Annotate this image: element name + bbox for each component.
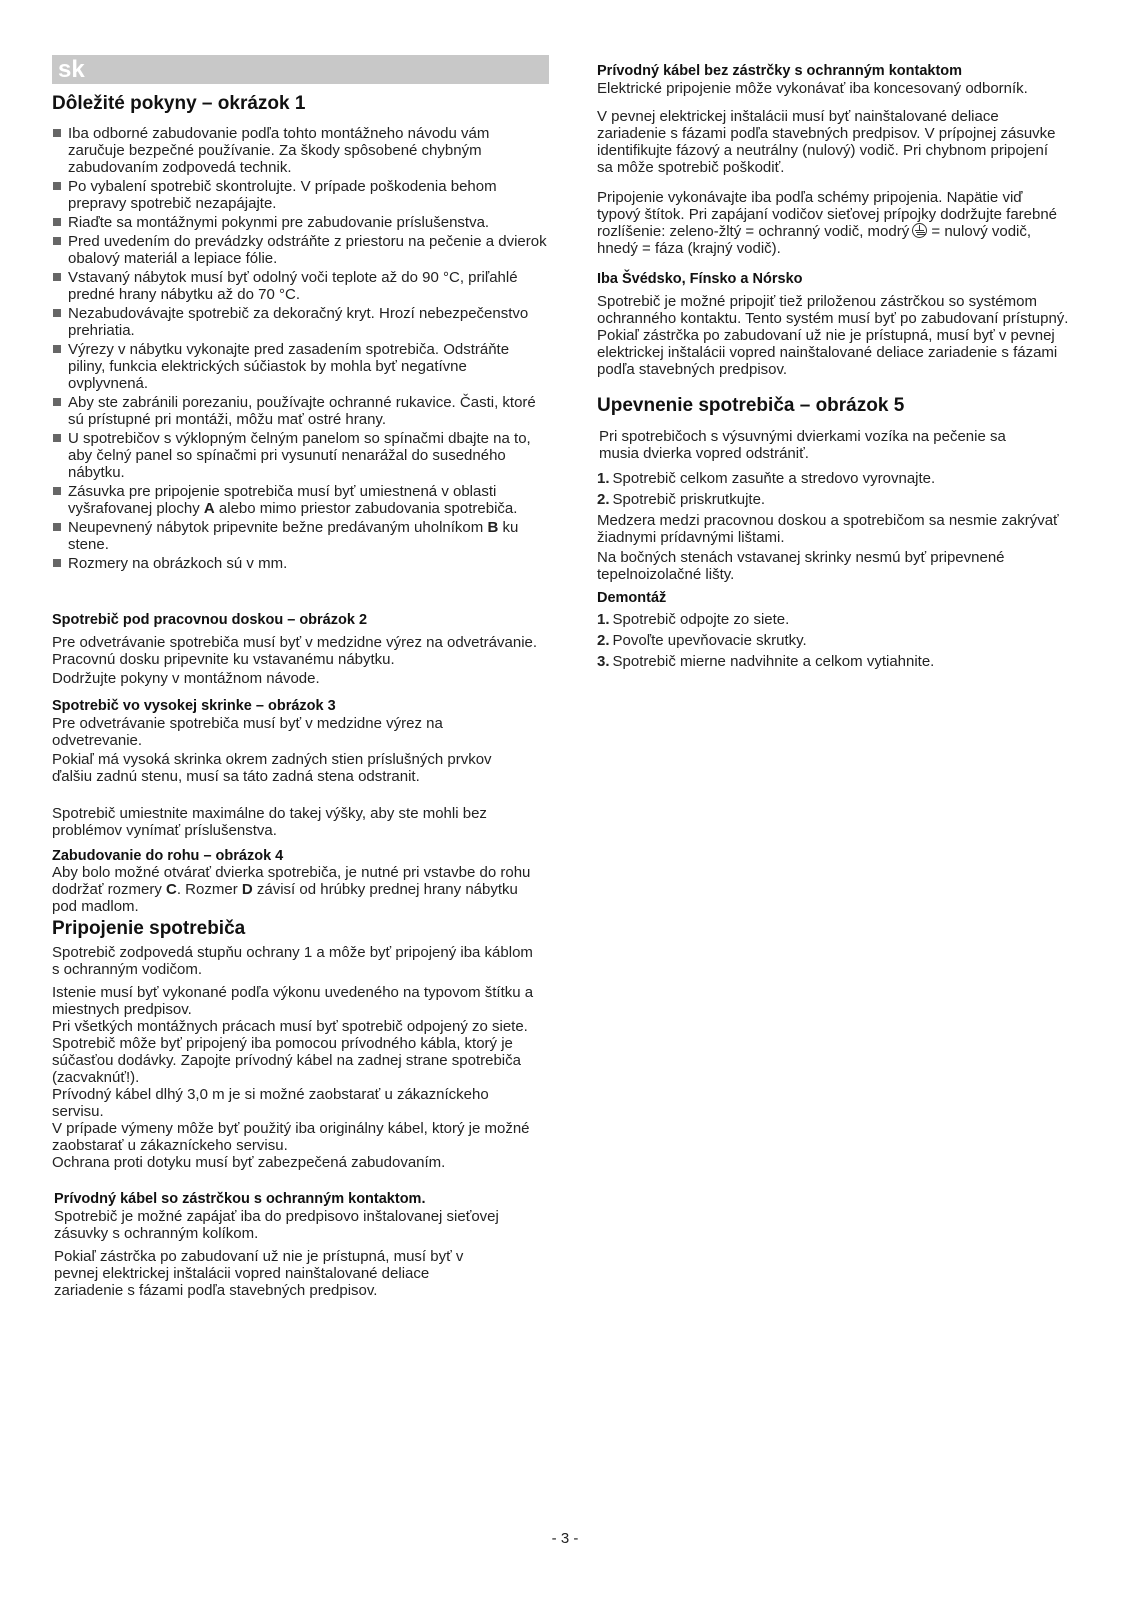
paragraph: Pre odvetrávanie spotrebiča musí byť v medzidne výrez na odvetrevanie.	[52, 715, 443, 749]
list-item: U spotrebičov s výklopným čelným panelom so spínačmi dbajte na to, aby čelný panel so spínačmi pri vysunutí nenarážal do susedného nábytku.	[52, 430, 548, 481]
subsection-title-nordic: Iba Švédsko, Fínsko a Nórsko	[597, 271, 803, 287]
paragraph: Pokiaľ zástrčka po zabudovaní už nie je prístupná, musí byť v pevnej elektrickej inštalácii vopred nainštalované deliace zariadenie s fázami podľa stavebných predpisov.	[54, 1248, 464, 1299]
important-notes-list	[52, 125, 548, 574]
paragraph: Ochrana proti dotyku musí byť zabezpečená zabudovaním.	[52, 1154, 446, 1171]
subsection-title-cable-no-plug: Prívodný kábel bez zástrčky s ochranným kontaktom	[597, 63, 963, 79]
square-bullet-icon	[53, 182, 61, 190]
paragraph: Na bočných stenách vstavanej skrinky nesmú byť pripevnené tepelnoizolačné lišty.	[597, 549, 1005, 583]
square-bullet-icon	[53, 559, 61, 567]
section-title-fixing: Upevnenie spotrebiča – obrázok 5	[597, 395, 905, 416]
subsection-title-plug-cable: Prívodný kábel so zástrčkou s ochranným kontaktom.	[54, 1191, 426, 1207]
paragraph: Spotrebič zodpovedá stupňu ochrany 1 a môže byť pripojený iba káblom s ochranným vodičom.	[52, 944, 533, 978]
square-bullet-icon	[53, 345, 61, 353]
list-item: 2. Spotrebič priskrutkujte.	[597, 491, 766, 508]
paragraph: Medzera medzi pracovnou doskou a spotrebičom sa nesmie zakrývať žiadnymi prídavnými lištami.	[597, 512, 1059, 546]
fixing-steps-list	[597, 470, 1087, 512]
list-item: 2. Povoľte upevňovacie skrutky.	[597, 632, 807, 649]
list-item: Nezabudovávajte spotrebič za dekoračný kryt. Hrozí nebezpečenstvo prehriatia.	[52, 305, 548, 339]
paragraph: Spotrebič je možné pripojiť tiež priloženou zástrčkou so systémom ochranného kontaktu. Tento systém musí byť po zabudovaní prístupný. Pokiaľ zástrčka po zabudovaní už nie je prístupná, musí byť v pevnej elektrickej inštalácii vopred nainštalované deliace zariadenie s fázami podľa stavebných predpisov.	[597, 293, 1069, 378]
list-item: 1. Spotrebič odpojte zo siete.	[597, 611, 790, 628]
list-item: Riaďte sa montážnymi pokynmi pre zabudovanie príslušenstva.	[52, 214, 548, 231]
list-item: 1. Spotrebič celkom zasuňte a stredovo vyrovnajte.	[597, 470, 936, 487]
paragraph: Spotrebič umiestnite maximálne do takej výšky, aby ste mohli bez problémov vynímať príslušenstva.	[52, 805, 487, 839]
paragraph: Pri všetkých montážnych prácach musí byť spotrebič odpojený zo siete.	[52, 1018, 528, 1035]
language-code: sk	[58, 56, 85, 83]
square-bullet-icon	[53, 218, 61, 226]
square-bullet-icon	[53, 129, 61, 137]
list-item: Po vybalení spotrebič skontrolujte. V prípade poškodenia behom prepravy spotrebič nezapájajte.	[52, 178, 548, 212]
paragraph: Elektrické pripojenie môže vykonávať iba koncesovaný odborník.	[597, 80, 1028, 97]
paragraph: Spotrebič je možné zapájať iba do predpisovo inštalovanej sieťovej zásuvky s ochranným kolíkom.	[54, 1208, 499, 1242]
page-number: - 3 -	[551, 1530, 579, 1547]
list-item: Iba odborné zabudovanie podľa tohto montážneho návodu vám zaručuje bezpečné používanie. Za škody spôsobené chybným zabudovaním zodpovedá technik.	[52, 125, 548, 176]
section-title-important-notes: Dôležité pokyny – okrázok 1	[52, 93, 306, 114]
subsection-title-corner: Zabudovanie do rohu – obrázok 4	[52, 848, 284, 864]
connection-paragraphs	[52, 944, 542, 1171]
paragraph: Pri spotrebičoch s výsuvnými dvierkami vozíka na pečenie sa musia dvierka vopred odstrániť.	[599, 428, 1006, 462]
subsection-title-removal: Demontáž	[597, 590, 667, 606]
list-item: Neupevnený nábytok pripevnite bežne predávaným uholníkom B ku stene.	[52, 519, 548, 553]
list-item: Výrezy v nábytku vykonajte pred zasadením spotrebiča. Odstráňte piliny, funkcia elektrických súčiastok by mohla byť negatívne ovplyvnená.	[52, 341, 548, 392]
list-item: Zásuvka pre pripojenie spotrebiča musí byť umiestnená v oblasti vyšrafovanej plochy A alebo mimo priestor zabudovania spotrebiča.	[52, 483, 548, 517]
language-header-bar	[52, 55, 549, 84]
removal-steps-list	[597, 611, 1087, 674]
square-bullet-icon	[53, 434, 61, 442]
paragraph: Pokiaľ má vysoká skrinka okrem zadných stien príslušných prvkov ďalšiu zadnú stenu, musí sa táto zadná stena odstranit.	[52, 751, 492, 785]
square-bullet-icon	[53, 398, 61, 406]
subsection-title-tall-cabinet: Spotrebič vo vysokej skrinke – obrázok 3	[52, 698, 336, 714]
paragraph: Istenie musí byť vykonané podľa výkonu uvedeného na typovom štítku a miestnych predpisov.	[52, 984, 534, 1018]
protective-earth-icon	[912, 223, 927, 238]
paragraph: V pevnej elektrickej inštalácii musí byť nainštalované deliace zariadenie s fázami podľa stavebných predpisov. V prípojnej zásuvke identifikujte fázový a neutrálny (nulový) vodič. Pri chybnom pripojení sa môže spotrebič poškodiť.	[597, 108, 1056, 176]
paragraph: Aby bolo možné otvárať dvierka spotrebiča, je nutné pri vstavbe do rohu dodržať rozmery C. Rozmer D závisí od hrúbky prednej hrany nábytku pod madlom.	[52, 864, 531, 915]
paragraph: V prípade výmeny môže byť použitý iba originálny kábel, ktorý je možné zaobstarať u zákazníckeho servisu.	[52, 1120, 530, 1154]
list-item: 3. Spotrebič mierne nadvihnite a celkom vytiahnite.	[597, 653, 935, 670]
square-bullet-icon	[53, 237, 61, 245]
square-bullet-icon	[53, 523, 61, 531]
paragraph: Dodržujte pokyny v montážnom návode.	[52, 670, 320, 687]
list-item: Vstavaný nábytok musí byť odolný voči teplote až do 90 °C, priľahlé predné hrany nábytku až do 70 °C.	[52, 269, 548, 303]
paragraph: Pripojenie vykonávajte iba podľa schémy pripojenia. Napätie viď typový štítok. Pri zapájaní vodičov sieťovej prípojky dodržujte farebné rozlíšenie: zeleno-žltý = ochranný vodič, modrý = nulový vodič, hnedý = fáza (krajný vodič).	[597, 189, 1058, 257]
square-bullet-icon	[53, 309, 61, 317]
list-item: Aby ste zabránili porezaniu, používajte ochranné rukavice. Časti, ktoré sú prístupné pri montáži, môžu mať ostré hrany.	[52, 394, 548, 428]
list-item: Rozmery na obrázkoch sú v mm.	[52, 555, 548, 572]
paragraph: Prívodný kábel dlhý 3,0 m je si možné zaobstarať u zákazníckeho servisu.	[52, 1086, 489, 1120]
section-title-connection: Pripojenie spotrebiča	[52, 918, 246, 939]
subsection-title-under-worktop: Spotrebič pod pracovnou doskou – obrázok 2	[52, 612, 368, 628]
paragraph: Spotrebič môže byť pripojený iba pomocou prívodného kábla, ktorý je súčasťou dodávky. Zapojte prívodný kábel na zadnej strane spotrebiča (zacvaknúť!).	[52, 1035, 521, 1086]
square-bullet-icon	[53, 273, 61, 281]
square-bullet-icon	[53, 487, 61, 495]
list-item: Pred uvedením do prevádzky odstráňte z priestoru na pečenie a dvierok obalový materiál a lepiace fólie.	[52, 233, 548, 267]
paragraph: Pre odvetrávanie spotrebiča musí byť v medzidne výrez na odvetrávanie. Pracovnú dosku pripevnite ku vstavanému nábytku.	[52, 634, 538, 668]
